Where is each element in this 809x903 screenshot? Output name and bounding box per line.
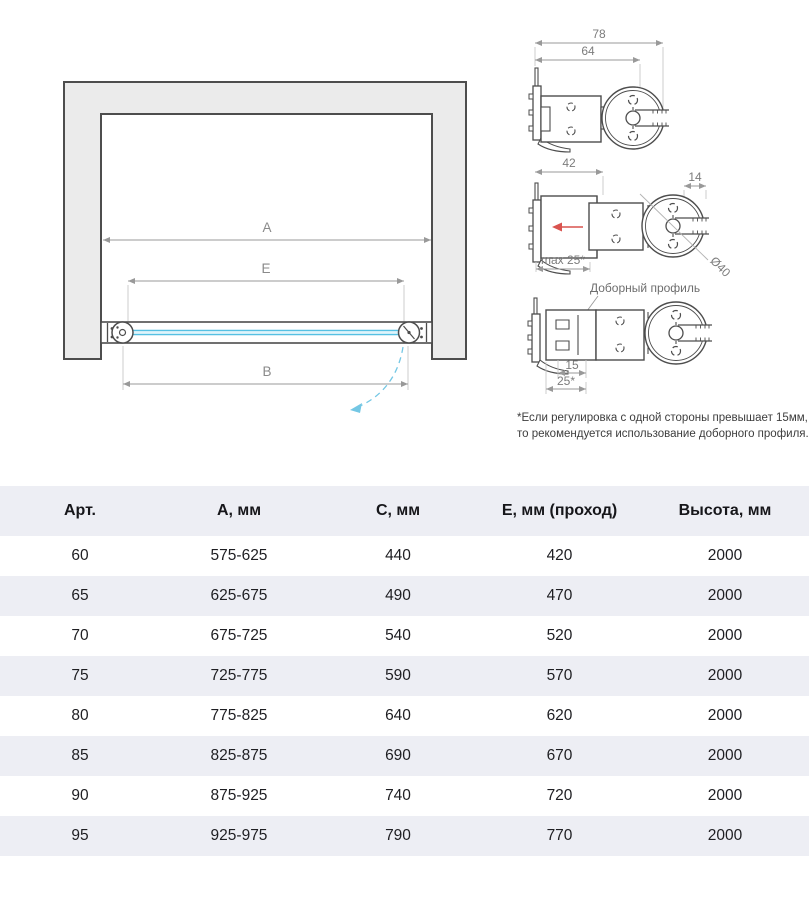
cell-e: 720 bbox=[546, 787, 573, 804]
dim-78-label: 78 bbox=[592, 27, 606, 41]
cell-h: 2000 bbox=[707, 787, 743, 804]
right-roller bbox=[399, 322, 420, 343]
cell-h: 2000 bbox=[707, 627, 743, 644]
col-header-a: А, мм bbox=[216, 502, 262, 519]
table-header-row bbox=[0, 486, 809, 536]
col-header-c: С, мм bbox=[375, 502, 421, 519]
dim-42-label: 42 bbox=[562, 156, 576, 170]
footnote-line1: *Если регулировка с одной стороны превышает 15мм, bbox=[517, 412, 808, 424]
cell-a: 725-775 bbox=[210, 667, 268, 684]
cell-h: 2000 bbox=[707, 747, 743, 764]
dim-max25-label: max 25* bbox=[540, 253, 586, 267]
cell-art: 80 bbox=[71, 707, 89, 724]
dimension-e-label: E bbox=[261, 261, 271, 276]
dimension-e bbox=[128, 261, 404, 321]
cell-h: 2000 bbox=[707, 667, 743, 684]
dim-15-label: 15 bbox=[565, 358, 579, 372]
table-row bbox=[0, 576, 809, 616]
dimension-b-label: B bbox=[262, 364, 272, 379]
table-row bbox=[0, 816, 809, 856]
cell-e: 570 bbox=[546, 667, 573, 684]
cell-c: 640 bbox=[385, 707, 411, 724]
round-profile-middle bbox=[642, 195, 710, 257]
table-row bbox=[0, 616, 809, 656]
cell-e: 770 bbox=[546, 827, 573, 844]
cell-a: 625-675 bbox=[210, 587, 268, 604]
extension-profile-label: Доборный профиль bbox=[590, 281, 701, 295]
cell-e: 420 bbox=[546, 547, 573, 564]
cell-a: 875-925 bbox=[210, 787, 268, 804]
col-header-art: Арт. bbox=[64, 502, 96, 519]
cell-art: 85 bbox=[71, 747, 89, 764]
cell-art: 75 bbox=[71, 667, 89, 684]
door-swing-arc bbox=[350, 347, 403, 413]
cell-h: 2000 bbox=[707, 827, 743, 844]
table-row bbox=[0, 656, 809, 696]
round-profile-bottom bbox=[645, 302, 713, 364]
cell-h: 2000 bbox=[707, 707, 743, 724]
round-profile-top bbox=[602, 87, 670, 149]
cell-a: 775-825 bbox=[210, 707, 268, 724]
cell-art: 95 bbox=[71, 827, 89, 844]
cell-c: 590 bbox=[385, 667, 411, 684]
extension-profile bbox=[546, 310, 596, 360]
dim-diameter-label: Ø40 bbox=[707, 253, 734, 280]
col-header-e: Е, мм (проход) bbox=[501, 502, 618, 519]
cell-e: 470 bbox=[546, 587, 573, 604]
cell-c: 490 bbox=[385, 587, 411, 604]
cell-art: 60 bbox=[71, 547, 89, 564]
cell-h: 2000 bbox=[707, 587, 743, 604]
niche-top-view bbox=[64, 82, 466, 413]
col-header-height: Высота, мм bbox=[678, 502, 772, 519]
cell-a: 925-975 bbox=[210, 827, 268, 844]
table-row bbox=[0, 536, 809, 576]
cell-e: 670 bbox=[546, 747, 573, 764]
profile-section-top bbox=[529, 27, 670, 152]
footnote bbox=[517, 412, 809, 440]
door-track bbox=[101, 322, 432, 343]
cell-a: 825-875 bbox=[210, 747, 268, 764]
dim-25-label: 25* bbox=[556, 374, 576, 388]
dimension-b bbox=[123, 346, 408, 390]
cell-art: 70 bbox=[71, 627, 89, 644]
cell-art: 65 bbox=[71, 587, 89, 604]
table-row bbox=[0, 736, 809, 776]
size-table bbox=[0, 486, 809, 856]
cell-e: 520 bbox=[546, 627, 573, 644]
dim-14-label: 14 bbox=[688, 170, 702, 184]
profile-section-middle bbox=[529, 156, 734, 280]
cell-h: 2000 bbox=[707, 547, 743, 564]
cell-a: 575-625 bbox=[210, 547, 268, 564]
cell-c: 690 bbox=[385, 747, 411, 764]
cell-a: 675-725 bbox=[210, 627, 268, 644]
cell-c: 740 bbox=[385, 787, 411, 804]
cell-e: 620 bbox=[546, 707, 573, 724]
left-roller bbox=[112, 322, 133, 343]
dimension-a-label: A bbox=[262, 220, 272, 235]
table-row bbox=[0, 696, 809, 736]
dimension-a bbox=[103, 220, 431, 240]
table-row bbox=[0, 776, 809, 816]
profile-section-bottom bbox=[528, 281, 713, 394]
cell-c: 440 bbox=[385, 547, 411, 564]
cell-c: 540 bbox=[385, 627, 411, 644]
cell-art: 90 bbox=[71, 787, 89, 804]
footnote-line2: то рекомендуется использование доборного профиля. bbox=[517, 428, 809, 440]
dim-64-label: 64 bbox=[581, 44, 595, 58]
cell-c: 790 bbox=[385, 827, 411, 844]
